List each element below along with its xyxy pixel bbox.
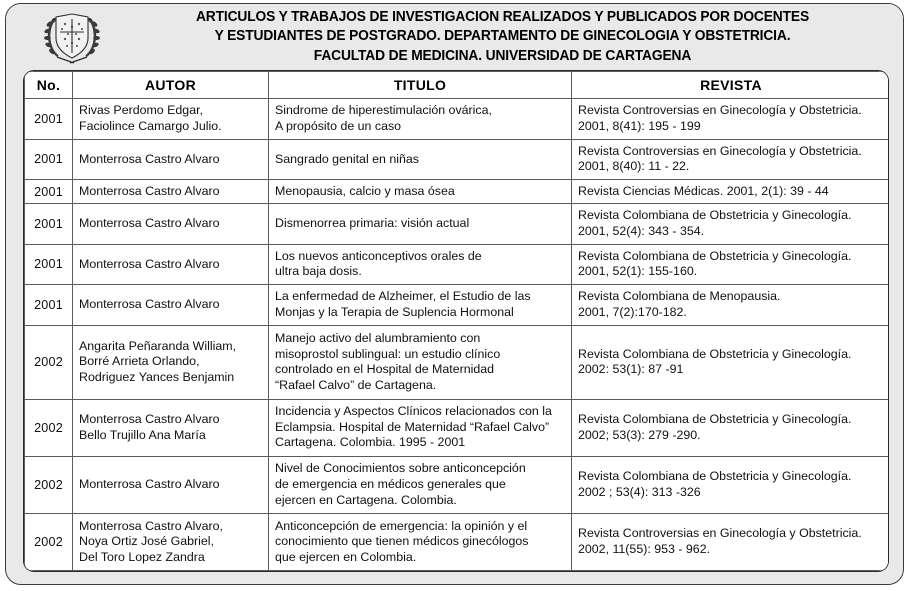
table-row [25, 513, 890, 570]
cell-titulo-line: La enfermedad de Alzheimer, el Estudio de las [275, 289, 531, 304]
cell-revista-line: 2001, 7(2):170-182. [578, 305, 687, 320]
cell-autor [73, 244, 269, 285]
cell-titulo-line: Los nuevos anticonceptivos orales de [275, 248, 482, 263]
cell-revista-line: 2001, 52(1): 155-160. [578, 264, 698, 279]
table-row [25, 204, 890, 245]
cell-titulo-line: conocimiento que tienen médicos ginecólogos [275, 534, 529, 549]
publications-table [24, 71, 889, 571]
cell-titulo-line: “Rafael Calvo” de Cartagena. [275, 377, 437, 392]
cell-titulo-line: A propósito de un caso [275, 118, 402, 133]
cell-revista-line: Revista Ciencias Médicas. 2001, 2(1): 39 - 44 [578, 183, 829, 198]
cell-no: 2002 [25, 456, 73, 513]
cell-titulo-line: que ejercen en Colombia. [275, 549, 417, 564]
cell-titulo-line: Sindrome de hiperestimulación ovárica, [275, 103, 492, 118]
cell-autor [73, 139, 269, 180]
cell-revista-line: Revista Colombiana de Obstetricia y Ginecología. [578, 411, 852, 426]
cell-titulo-line: ejercen en Cartagena. Colombia. [275, 492, 457, 507]
table-row [25, 244, 890, 285]
cell-autor-line: Noya Ortiz José Gabriel, [79, 534, 214, 549]
cell-revista-line: 2002 ; 53(4): 313 -326 [578, 484, 701, 499]
cell-autor [73, 399, 269, 456]
cell-revista [572, 513, 890, 570]
title-line-3: FACULTAD DE MEDICINA. UNIVERSIDAD DE CARTAGENA [313, 47, 692, 64]
table-row [25, 180, 890, 204]
cell-autor-line: Rivas Perdomo Edgar, [79, 103, 203, 118]
cell-titulo-line: ultra baja dosis. [275, 264, 362, 279]
column-header-autor: AUTOR [73, 72, 269, 99]
table-row [25, 139, 890, 180]
table-row [25, 285, 890, 326]
cell-titulo-line: Dismenorrea primaria: visión actual [275, 216, 470, 231]
cell-titulo [269, 244, 572, 285]
cell-autor-line: Del Toro Lopez Zandra [79, 549, 205, 564]
cell-revista [572, 456, 890, 513]
cell-titulo-line: controlado en el Hospital de Maternidad [275, 362, 495, 377]
cell-revista-line: Revista Colombiana de Obstetricia y Ginecología. [578, 208, 852, 223]
table-row [25, 456, 890, 513]
cell-revista [572, 204, 890, 245]
document-header [6, 4, 904, 70]
cell-revista-line: 2002, 11(55): 953 - 962. [578, 541, 711, 556]
cell-revista-line: Revista Colombiana de Obstetricia y Ginecología. [578, 248, 852, 263]
cell-revista [572, 325, 890, 399]
cell-titulo [269, 325, 572, 399]
cell-autor [73, 325, 269, 399]
title-line-2: Y ESTUDIANTES DE POSTGRADO. DEPARTAMENTO DE GINECOLOGIA Y OBSTETRICIA. [214, 28, 791, 45]
cell-titulo [269, 399, 572, 456]
table-header-row [25, 72, 890, 99]
column-header-no: No. [25, 72, 73, 99]
cell-revista-line: 2002; 53(3): 279 -290. [578, 427, 701, 442]
cell-autor-line: Monterrosa Castro Alvaro [79, 476, 220, 491]
outer-panel [5, 3, 904, 585]
cell-autor-line: Monterrosa Castro Alvaro [79, 411, 220, 426]
publications-table-wrapper [23, 70, 889, 572]
cell-titulo-line: Incidencia y Aspectos Clínicos relacionados con la [275, 404, 552, 419]
cell-titulo-line: Menopausia, calcio y masa ósea [275, 183, 455, 198]
cell-no: 2002 [25, 325, 73, 399]
cell-titulo-line: Nivel de Conocimientos sobre anticoncepción [275, 461, 526, 476]
cell-autor-line: Monterrosa Castro Alvaro, [79, 518, 223, 533]
cell-titulo-line: Eclampsia. Hospital de Maternidad “Rafael Calvo” [275, 419, 550, 434]
cell-no: 2001 [25, 244, 73, 285]
cell-revista-line: Revista Controversias en Ginecología y Obstetricia. [578, 143, 862, 158]
table-row [25, 325, 890, 399]
cell-titulo [269, 99, 572, 140]
cell-titulo-line: Sangrado genital en niñas [275, 151, 419, 166]
cell-no: 2001 [25, 180, 73, 204]
cell-revista-line: 2001, 8(40): 11 - 22. [578, 159, 690, 174]
column-header-titulo: TITULO [269, 72, 572, 99]
cell-autor-line: Bello Trujillo Ana María [79, 427, 206, 442]
cell-titulo-line: Cartagena. Colombia. 1995 - 2001 [275, 435, 466, 450]
cell-autor-line: Monterrosa Castro Alvaro [79, 151, 220, 166]
cell-autor [73, 513, 269, 570]
cell-autor [73, 285, 269, 326]
cell-titulo [269, 513, 572, 570]
cell-titulo [269, 285, 572, 326]
cell-revista [572, 180, 890, 204]
cell-revista [572, 139, 890, 180]
cell-autor [73, 456, 269, 513]
cell-titulo [269, 139, 572, 180]
cell-revista-line: 2001, 8(41): 195 - 199 [578, 118, 701, 133]
table-body [25, 99, 890, 571]
cell-titulo-line: Anticoncepción de emergencia: la opinión y el [275, 518, 528, 533]
cell-autor-line: Faciolince Camargo Julio. [79, 118, 222, 133]
table-row [25, 99, 890, 140]
cell-autor-line: Angarita Peñaranda William, [79, 338, 237, 353]
cell-autor [73, 99, 269, 140]
cell-revista-line: Revista Controversias en Ginecología y Obstetricia. [578, 103, 862, 118]
cell-no: 2001 [25, 139, 73, 180]
cell-titulo-line: Monjas y la Terapia de Suplencia Hormonal [275, 305, 514, 320]
cell-titulo [269, 456, 572, 513]
cell-autor-line: Monterrosa Castro Alvaro [79, 256, 220, 271]
cell-titulo [269, 180, 572, 204]
table-row [25, 399, 890, 456]
cell-revista-line: 2002: 53(1): 87 -91 [578, 362, 684, 377]
cell-revista-line: Revista Colombiana de Menopausia. [578, 289, 781, 304]
cell-no: 2002 [25, 513, 73, 570]
cell-revista-line: Revista Colombiana de Obstetricia y Ginecología. [578, 346, 852, 361]
cell-no: 2001 [25, 285, 73, 326]
title-line-1: ARTICULOS Y TRABAJOS DE INVESTIGACION REALIZADOS Y PUBLICADOS POR DOCENTES [195, 8, 810, 25]
cell-autor-line: Monterrosa Castro Alvaro [79, 183, 220, 198]
cell-revista-line: Revista Colombiana de Obstetricia y Ginecología. [578, 469, 852, 484]
cell-revista [572, 285, 890, 326]
university-crest-icon [26, 5, 118, 69]
cell-autor-line: Monterrosa Castro Alvaro [79, 216, 220, 231]
cell-revista [572, 99, 890, 140]
cell-no: 2001 [25, 204, 73, 245]
cell-titulo [269, 204, 572, 245]
cell-revista [572, 399, 890, 456]
cell-autor [73, 180, 269, 204]
cell-titulo-line: Manejo activo del alumbramiento con [275, 330, 481, 345]
cell-titulo-line: misoprostol sublingual: un estudio clínico [275, 346, 501, 361]
page-title [118, 8, 904, 67]
cell-no: 2002 [25, 399, 73, 456]
column-header-revista: REVISTA [572, 72, 890, 99]
cell-titulo-line: de emergencia en médicos generales que [275, 476, 506, 491]
cell-autor-line: Borré Arrieta Orlando, [79, 354, 200, 369]
cell-autor [73, 204, 269, 245]
cell-autor-line: Monterrosa Castro Alvaro [79, 297, 220, 312]
cell-revista-line: Revista Controversias en Ginecología y Obstetricia. [578, 526, 862, 541]
cell-no: 2001 [25, 99, 73, 140]
cell-revista-line: 2001, 52(4): 343 - 354. [578, 223, 705, 238]
cell-autor-line: Rodriguez Yances Benjamin [79, 369, 235, 384]
cell-revista [572, 244, 890, 285]
